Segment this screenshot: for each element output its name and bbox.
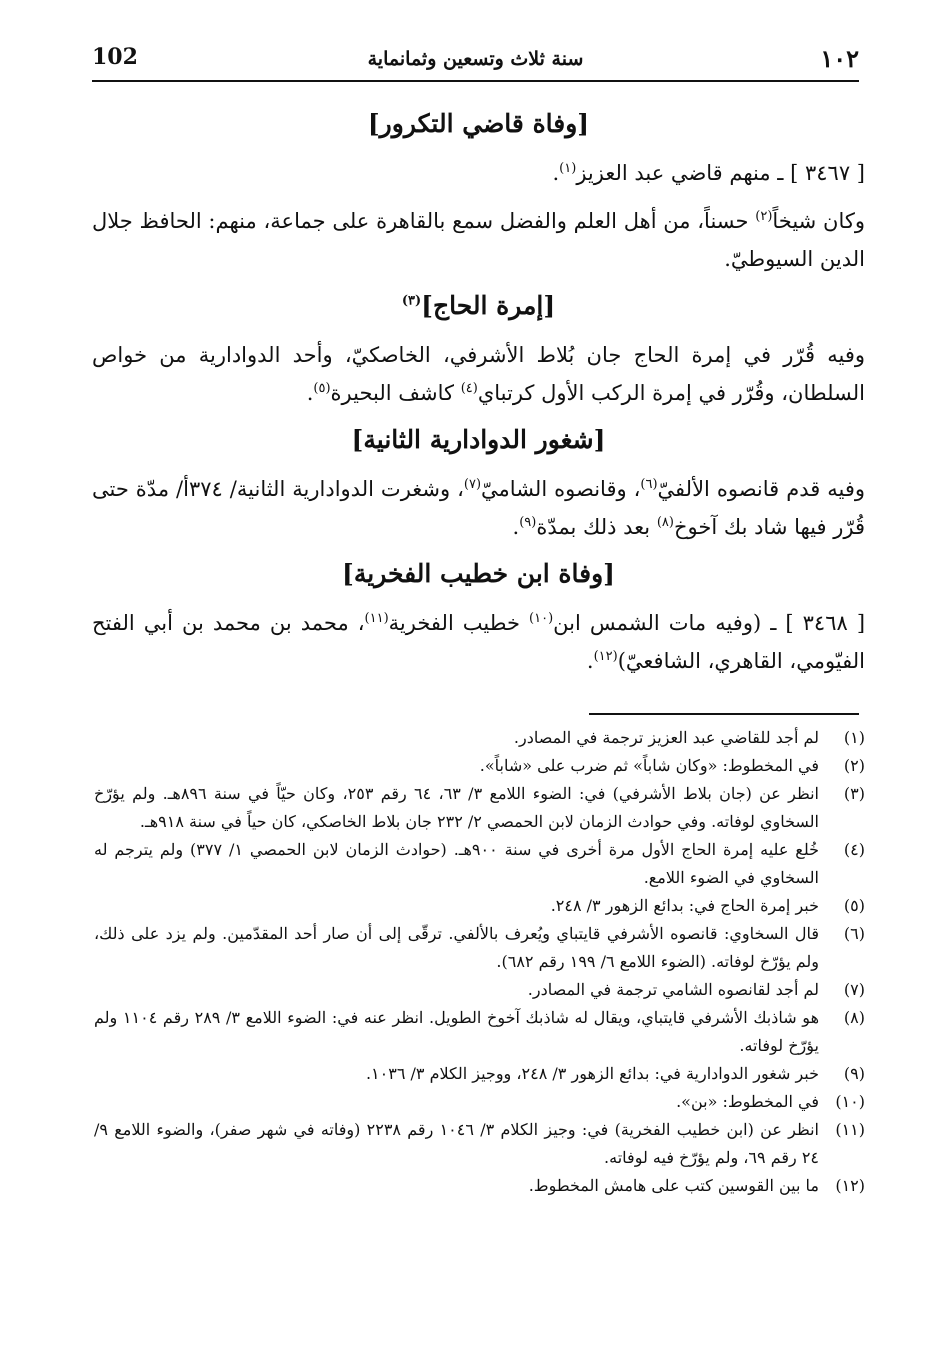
entry-paragraph: [ ٣٤٦٧ ] ـ منهم قاضي عبد العزيز$^{(١)}$. — [552, 161, 865, 185]
footnotes — [94, 724, 865, 1200]
section-title: [إمرة الحاج]$^{(٣)}$ — [401, 291, 556, 320]
footnote: (٥) خبر إمرة الحاج في: بدائع الزهور ٣/ ٢٤٨. — [94, 892, 865, 920]
footnote-number: (٣) — [843, 784, 865, 803]
footnote: (٤) خُلع عليه إمرة الحاج الأول مرة أخرى في سنة ٩٠٠هـ. (حوادث الزمان لابن الحمصي ١/ ٣٧٧) ولم يترجم له السخاوي في الضوء اللامع. — [94, 836, 865, 892]
footnote-ref: (١١) — [364, 611, 389, 626]
footnote-number: (٩) — [843, 1064, 865, 1083]
footnote: (١١) انظر عن (ابن خطيب الفخرية) في: وجيز الكلام ٣/ ١٠٤٦ رقم ٢٢٣٨ (وفاته في شهر صفر)، والضوء اللامع ٩/ ٢٤ رقم ٦٩، ولم يؤرّخ فيه لوفاته. — [94, 1116, 865, 1172]
body-paragraph: وكان شيخاً$^{(٢)}$ حسناً، من أهل العلم والفضل سمع بالقاهرة على جماعة، منهم: الحافظ جلال الدين السيوطيّ. — [92, 209, 865, 271]
footnote: (٩) خبر شغور الدوادارية في: بدائع الزهور ٣/ ٢٤٨، ووجيز الكلام ٣/ ١٠٣٦. — [94, 1060, 865, 1088]
main-text — [92, 100, 865, 690]
footnote-ref: (٢) — [755, 209, 773, 224]
running-title: سنة ثلاث وتسعين وثمانماية — [367, 48, 584, 70]
footnote-ref: (٧) — [463, 477, 482, 492]
footnote-ref: (٦) — [640, 477, 658, 492]
running-header — [92, 40, 859, 84]
footnote-number: (١٢) — [835, 1176, 865, 1195]
footnote-ref: (٨) — [656, 515, 674, 530]
entry-paragraph: [ ٣٤٦٨ ] ـ (وفيه مات الشمس ابن$^{(١٠)}$ خطيب الفخرية$^{(١١)}$، محمد بن محمد بن أبي الفتح الفيّومي، القاهري، الشافعيّ)$^{(١٢)}$. — [92, 611, 866, 673]
footnote-number: (٨) — [843, 1008, 865, 1027]
footnote-number: (١) — [843, 728, 865, 747]
body-paragraph: وفيه قدم قانصوه الألفيّ$^{(٦)}$، وقانصوه الشاميّ$^{(٧)}$، وشغرت الدوادارية الثانية/ ٣٧٤أ/ مدّة حتى قُرّر فيها شاد بك آخوخ$^{(٨)}$ بعد ذلك بمدّة$^{(٩)}$. — [92, 477, 866, 539]
footnote-number: (٤) — [843, 840, 865, 859]
footnote: (٧) لم أجد لقانصوه الشامي ترجمة في المصادر. — [94, 976, 865, 1004]
footnote-number: (٢) — [843, 756, 865, 775]
footnote-ref: (٩) — [519, 515, 537, 530]
header-rule — [92, 80, 859, 82]
footnote: (١) لم أجد للقاضي عبد العزيز ترجمة في المصادر. — [94, 724, 865, 752]
footnote: (٨) هو شاذبك الأشرفي قايتباي، ويقال له شاذبك آخوخ الطويل. انظر عنه في: الضوء اللامع ٣/ ٢٨٩ رقم ١١٠٤ ولم يؤرّخ لوفاته. — [94, 1004, 865, 1060]
footnote-number: (١٠) — [835, 1092, 865, 1111]
footnote-ref: (١٢) — [593, 649, 618, 664]
footnote-ref: (٤) — [460, 381, 478, 396]
footnote-number: (٥) — [843, 896, 865, 915]
footnote-number: (١١) — [835, 1120, 865, 1139]
footnote: (٦) قال السخاوي: قانصوه الأشرفي قايتباي ويُعرف بالألفي. ترقّى إلى أن صار أحد المقدّمين. ولم يزد على ذلك، ولم يؤرّخ لوفاته. (الضوء اللامع ٦/ ١٩٩ رقم ٦٨٢). — [94, 920, 865, 976]
footnote: (١٢) ما بين القوسين كتب على هامش المخطوط. — [94, 1172, 865, 1200]
footnote-rule — [589, 713, 859, 715]
footnote-ref: (١) — [559, 161, 577, 176]
page-number-arabic: ١٠٢ — [820, 44, 859, 73]
footnote-number: (٦) — [843, 924, 865, 943]
footnote: (٣) انظر عن (جان بلاط الأشرفي) في: الضوء اللامع ٣/ ٦٣، ٦٤ رقم ٢٥٣، وكان حيّاً في سنة ٨٩٦هـ. ولم يؤرّخ السخاوي لوفاته. وفي حوادث الزمان لابن الحمصي ٢/ ٢٣٢ جان بلاط الخاصكي، كان حياً في سنة ٩١٨هـ. — [94, 780, 865, 836]
body-paragraph: وفيه قُرّر في إمرة الحاج جان بُلاط الأشرفي، الخاصكيّ، وأحد الدوادارية من خواص السلطان، وقُرّر في إمرة الركب الأول كرتباي$^{(٤)}$ كاشف البحيرة$^{(٥)}$. — [92, 343, 865, 405]
footnote-ref: (٥) — [313, 381, 331, 396]
footnote-ref: (١٠) — [529, 611, 554, 626]
footnote: (١٠) في المخطوط: «بن». — [94, 1088, 865, 1116]
footnote: (٢) في المخطوط: «وكان شاباً» ثم ضرب على «شاباً». — [94, 752, 865, 780]
section-title: [شغور الدوادارية الثانية] — [351, 425, 606, 454]
footnote-ref: (٣) — [401, 293, 422, 309]
section-title: [وفاة قاضي التكرور] — [367, 109, 590, 138]
page-number-latin: 102 — [92, 44, 138, 70]
section-title: [وفاة ابن خطيب الفخرية] — [342, 559, 615, 588]
footnote-number: (٧) — [843, 980, 865, 999]
